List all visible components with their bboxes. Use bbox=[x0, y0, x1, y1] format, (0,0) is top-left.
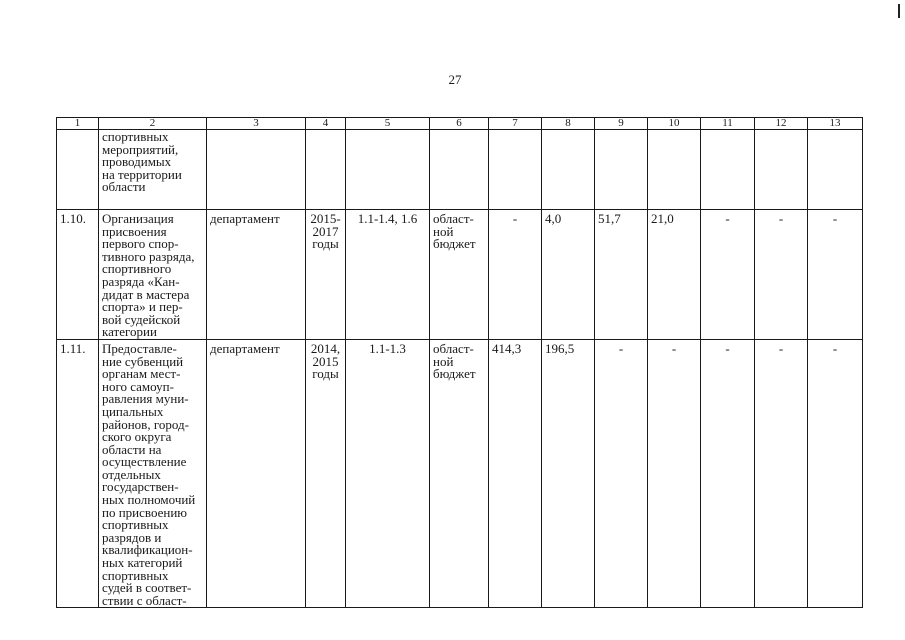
value-cell bbox=[808, 130, 863, 210]
column-header: 11 bbox=[701, 118, 755, 130]
column-header: 3 bbox=[207, 118, 306, 130]
period-cell: 2014, 2015 годы bbox=[306, 339, 346, 607]
value-cell bbox=[489, 130, 542, 210]
table-row bbox=[57, 339, 863, 607]
column-header: 12 bbox=[755, 118, 808, 130]
indicators-cell: 1.1-1.3 bbox=[346, 339, 430, 607]
column-header: 2 bbox=[99, 118, 207, 130]
column-number-row bbox=[57, 118, 863, 130]
table-row bbox=[57, 210, 863, 340]
activity-description: спортивных мероприятий, проводимых на территории области bbox=[99, 130, 207, 210]
value-cell: 21,0 bbox=[648, 210, 701, 340]
value-cell: 4,0 bbox=[542, 210, 595, 340]
indicators-cell bbox=[346, 130, 430, 210]
page-number: 27 bbox=[448, 72, 462, 87]
value-cell: 196,5 bbox=[542, 339, 595, 607]
budget-table bbox=[56, 117, 863, 608]
row-number: 1.10. bbox=[57, 210, 99, 340]
row-number: 1.11. bbox=[57, 339, 99, 607]
activity-description: Организация присвоения первого спор- тивного разряда, спортивного разряда «Кан- дидат в мастера спорта» и пер- вой судейской категории bbox=[99, 210, 207, 340]
column-header: 1 bbox=[57, 118, 99, 130]
executor-cell bbox=[207, 130, 306, 210]
column-header: 7 bbox=[489, 118, 542, 130]
funding-source-cell bbox=[430, 130, 489, 210]
value-cell: - bbox=[489, 210, 542, 340]
column-header: 13 bbox=[808, 118, 863, 130]
value-cell: - bbox=[755, 210, 808, 340]
value-cell bbox=[542, 130, 595, 210]
row-number bbox=[57, 130, 99, 210]
column-header: 9 bbox=[595, 118, 648, 130]
value-cell: - bbox=[755, 339, 808, 607]
margin-mark bbox=[898, 4, 900, 18]
executor-cell: департамент bbox=[207, 210, 306, 340]
column-header: 4 bbox=[306, 118, 346, 130]
activity-description: Предоставле- ние субвенций органам мест- ного самоуп- равления муни- ципальных районов, город- ского округа области на осуществление отдельных государствен- ных полномочий по присвоению спортивных разрядов и квалификацион- ных категорий спортивных судей в соответ- ствии с област- bbox=[99, 339, 207, 607]
value-cell bbox=[648, 130, 701, 210]
column-header: 10 bbox=[648, 118, 701, 130]
period-cell: 2015- 2017 годы bbox=[306, 210, 346, 340]
value-cell: - bbox=[595, 339, 648, 607]
value-cell bbox=[701, 130, 755, 210]
value-cell: - bbox=[808, 339, 863, 607]
period-cell bbox=[306, 130, 346, 210]
value-cell: - bbox=[808, 210, 863, 340]
value-cell: - bbox=[701, 210, 755, 340]
value-cell: 414,3 bbox=[489, 339, 542, 607]
value-cell bbox=[755, 130, 808, 210]
value-cell: - bbox=[648, 339, 701, 607]
funding-source-cell: област- ной бюджет bbox=[430, 339, 489, 607]
table-row bbox=[57, 130, 863, 210]
executor-cell: департамент bbox=[207, 339, 306, 607]
column-header: 5 bbox=[346, 118, 430, 130]
indicators-cell: 1.1-1.4, 1.6 bbox=[346, 210, 430, 340]
column-header: 6 bbox=[430, 118, 489, 130]
value-cell bbox=[595, 130, 648, 210]
funding-source-cell: област- ной бюджет bbox=[430, 210, 489, 340]
value-cell: - bbox=[701, 339, 755, 607]
column-header: 8 bbox=[542, 118, 595, 130]
value-cell: 51,7 bbox=[595, 210, 648, 340]
